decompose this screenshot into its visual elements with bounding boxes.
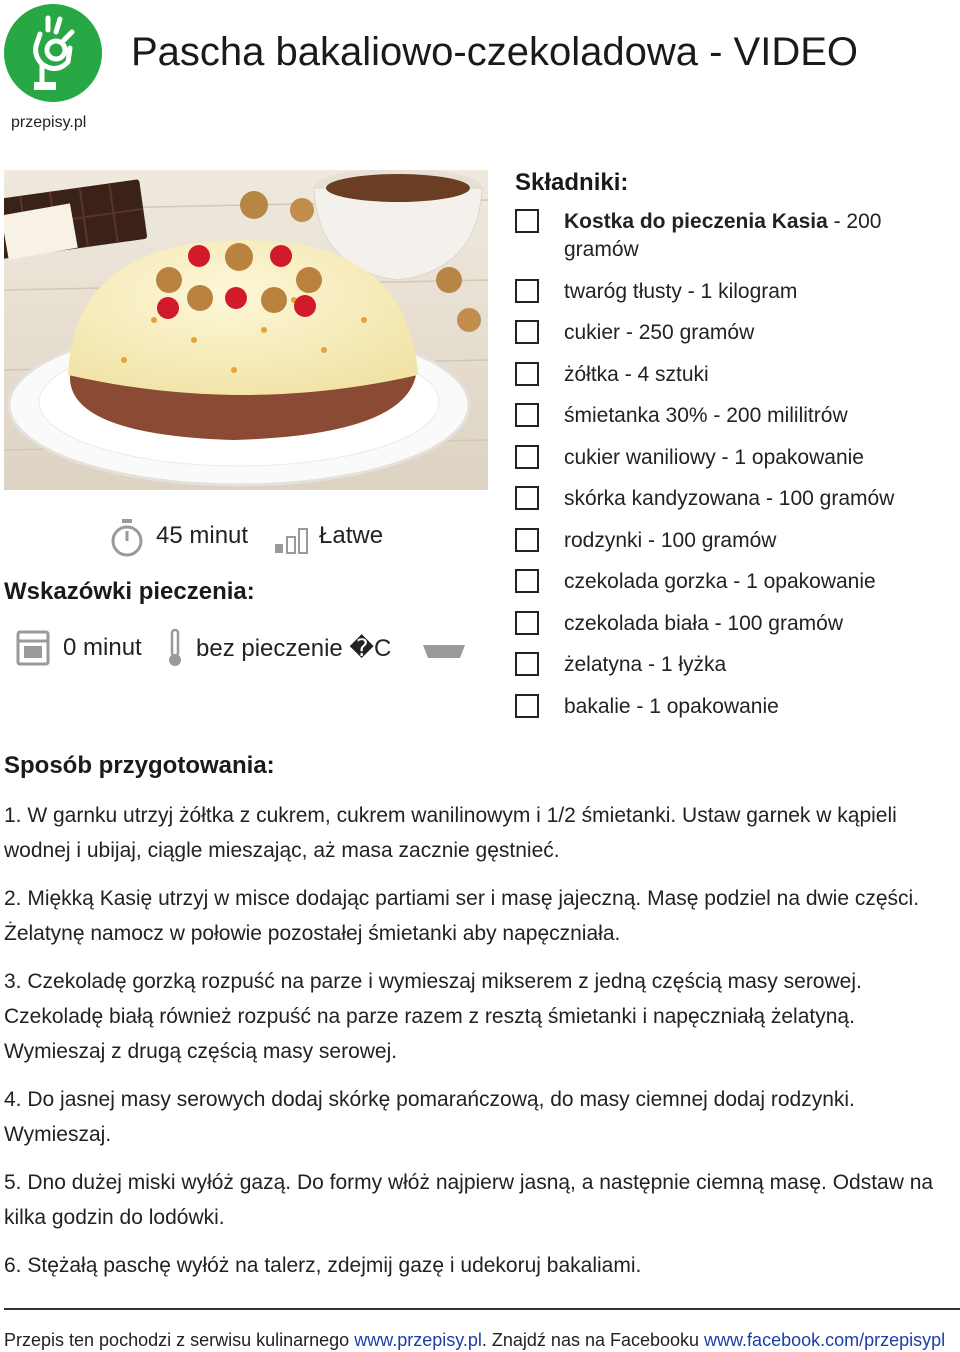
ingredient-name: bakalie [564, 694, 631, 718]
ingredient-amount: - 100 gramów [642, 528, 777, 552]
ingredient-item [515, 485, 935, 513]
ingredient-amount: - 200 gramów [564, 210, 882, 261]
footer [4, 1330, 945, 1351]
ingredient-checkbox[interactable] [515, 362, 539, 386]
difficulty-bars-icon [274, 526, 310, 554]
baking-tips-heading: Wskazówki pieczenia: [4, 578, 255, 605]
brand-name[interactable]: przepisy.pl [11, 114, 87, 131]
ingredient-checkbox[interactable] [515, 209, 539, 233]
recipe-photo [4, 170, 488, 490]
ingredient-name: żółtka [564, 362, 619, 386]
ingredient-item [515, 278, 935, 306]
thermometer-icon [166, 628, 184, 668]
steps-list [4, 798, 954, 1296]
ingredient-item [515, 361, 935, 389]
ingredient-name: żelatyna [564, 653, 643, 676]
ingredient-item [515, 444, 935, 472]
ingredient-name: cukier [564, 321, 621, 344]
ingredient-item [515, 319, 935, 347]
ingredient-name: czekolada gorzka [564, 570, 728, 593]
ingredient-name: rodzynki [564, 528, 643, 552]
ingredient-amount: - 1 opakowanie [630, 694, 779, 718]
ingredient-item [515, 568, 935, 596]
method-step: 1. W garnku utrzyj żółtka z cukrem, cukrem wanilinowym i 1/2 śmietanki. Ustaw garnek w kąpieli wodnej i ubijaj, ciągle mieszając, aż masa zacznie gęstnieć. [4, 804, 897, 862]
footer-text-2: . Znajdź nas na Facebooku [481, 1330, 705, 1350]
ingredient-name: twaróg tłusty [564, 279, 682, 303]
ingredient-checkbox[interactable] [515, 569, 539, 593]
ingredient-name: skórka kandyzowana [564, 487, 761, 510]
ingredient-item [515, 651, 935, 679]
ingredient-item [515, 693, 935, 721]
baking-time: 0 minut [63, 634, 142, 661]
ingredients-heading: Składniki: [515, 169, 629, 196]
ingredient-name: czekolada biała [564, 611, 709, 635]
ingredient-checkbox[interactable] [515, 445, 539, 469]
brand-logo[interactable] [4, 4, 102, 102]
ingredient-item [515, 402, 935, 430]
ingredient-amount: - 1 kilogram [681, 279, 798, 303]
method-step: 2. Miękką Kasię utrzyj w misce dodając partiami ser i masę jajeczną. Masę podziel na dwie części. Żelatynę namocz w połowie pozostałej śmietanki aby napęczniała. [4, 887, 920, 945]
oven-icon [16, 630, 50, 666]
method-step: 5. Dno dużej miski wyłóż gazą. Do formy włóż najpierw jasną, a następnie ciemną masę. Odstaw na kilka godzin do lodówki. [4, 1171, 934, 1229]
method-step: 3. Czekoladę gorzką rozpuść na parze i wymieszaj mikserem z jedną częścią masy serowej. Czekoladę białą również rozpuść na parze razem z resztą śmietanki i napęczniałą żelatyną. Wymieszaj z drugą częścią masy serowej. [4, 970, 862, 1063]
ingredient-checkbox[interactable] [515, 611, 539, 635]
ingredient-item [515, 527, 935, 555]
method-heading: Sposób przygotowania: [4, 752, 275, 779]
ingredient-amount: - 1 opakowanie [715, 445, 864, 469]
ingredient-checkbox[interactable] [515, 486, 539, 510]
footer-link-facebook[interactable]: www.facebook.com/przepisypl [704, 1330, 946, 1350]
method-step: 4. Do jasnej masy serowych dodaj skórkę pomarańczową, do masy ciemnej dodaj rodzynki. Wymieszaj. [4, 1088, 855, 1146]
prep-time: 45 minut [156, 522, 249, 549]
ingredient-checkbox[interactable] [515, 279, 539, 303]
ingredient-amount: - 1 opakowanie [727, 570, 876, 593]
footer-link-przepisy[interactable]: www.przepisy.pl [354, 1330, 482, 1350]
ingredient-amount: - 1 łyżka [642, 653, 727, 676]
ingredient-checkbox[interactable] [515, 528, 539, 552]
baking-temperature: bez pieczenie �C [196, 635, 392, 662]
ingredient-name: Kostka do pieczenia Kasia [564, 210, 828, 233]
ingredient-item [515, 610, 935, 638]
ingredient-amount: - 200 mililitrów [707, 404, 848, 427]
method-step: 6. Stężałą paschę wyłóż na talerz, zdejmij gazę i udekoruj bakaliami. [4, 1254, 642, 1277]
baking-tray-icon [422, 642, 466, 660]
ingredient-name: śmietanka 30% [564, 404, 708, 427]
footer-text-1: Przepis ten pochodzi z serwisu kulinarnego [4, 1330, 355, 1350]
ok-hand-icon [4, 4, 102, 102]
ingredient-checkbox[interactable] [515, 403, 539, 427]
ingredient-name: cukier waniliowy [564, 445, 716, 469]
ingredient-amount: - 250 gramów [620, 321, 755, 344]
stopwatch-icon [110, 518, 144, 558]
ingredient-checkbox[interactable] [515, 320, 539, 344]
ingredient-checkbox[interactable] [515, 694, 539, 718]
footer-divider [4, 1308, 960, 1310]
ingredient-item [515, 208, 935, 264]
ingredient-amount: - 100 gramów [708, 611, 843, 635]
ingredients-list [515, 208, 935, 734]
ingredient-checkbox[interactable] [515, 652, 539, 676]
ingredient-amount: - 4 sztuki [618, 362, 709, 386]
ingredient-amount: - 100 gramów [760, 487, 895, 510]
page-title: Pascha bakaliowo-czekoladowa - VIDEO [131, 30, 859, 74]
difficulty-label: Łatwe [319, 522, 384, 549]
